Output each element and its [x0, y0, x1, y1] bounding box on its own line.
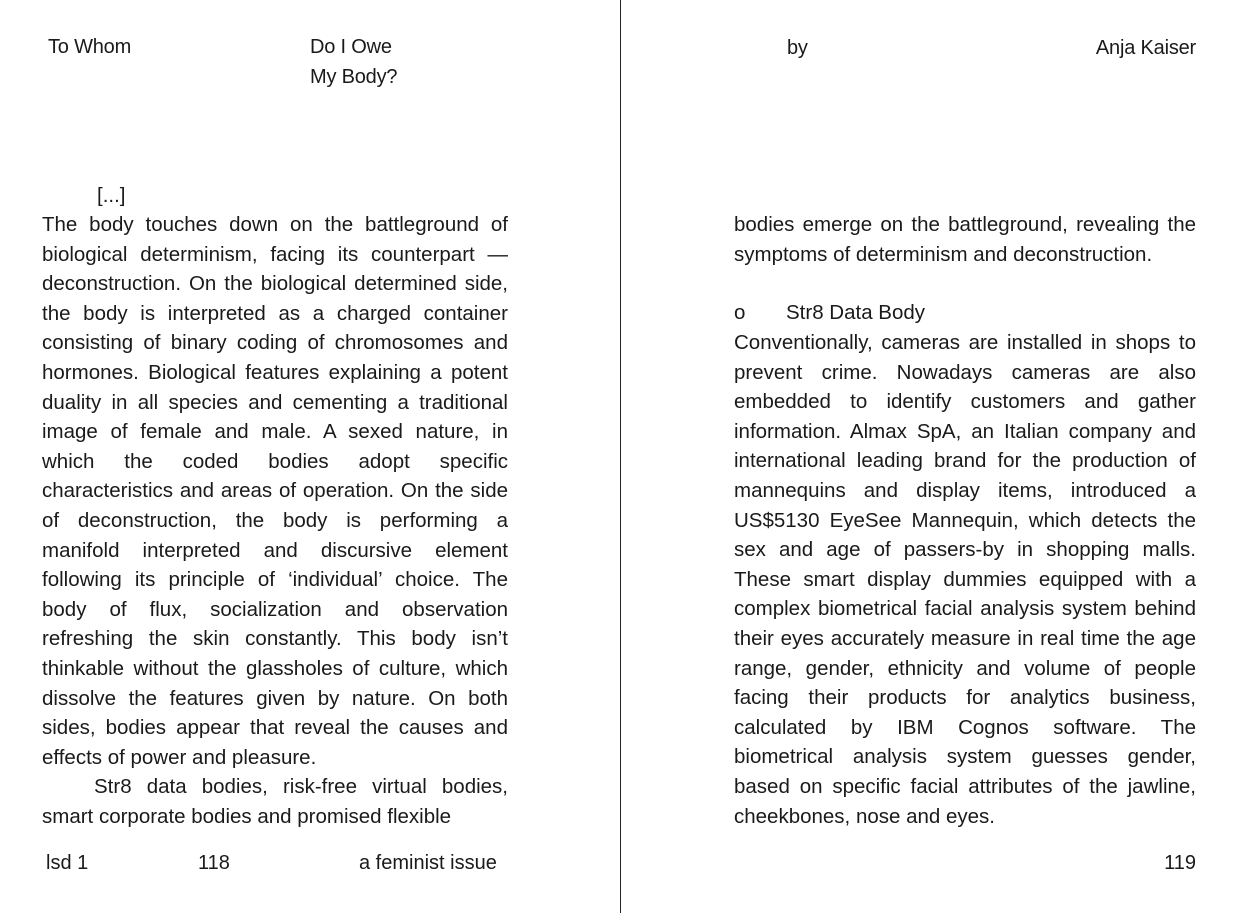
section-heading: [734, 298, 925, 328]
section-marker: o: [734, 301, 746, 324]
running-head-author: Anja Kaiser: [1095, 37, 1196, 59]
right-body-text: [734, 328, 1196, 831]
omission-marker: [...]: [97, 184, 126, 207]
section-paragraph: Conventionally, cameras are installed in shops to prevent crime. Nowadays cameras are also embedded to identify customers and gather information. Almax SpA, an Italian company and international leading brand for the production of mannequins and display items, introduced a US$5130 EyeSee Mannequin, which detects the sex and age of passers-by in shopping malls. These smart display dummies equipped with a complex biometrical facial analysis system behind their eyes accurately measure in real time the age range, gender, ethnicity and volume of people facing their products for analytics business, calculated by IBM Cognos software. The biometrical analysis system guesses gender, based on specific facial attributes of the jawline, cheekbones, nose and eyes.: [734, 331, 1196, 828]
continuation-paragraph: bodies emerge on the battleground, revealing the symptoms of determinism and deconstruction.: [734, 213, 1196, 266]
body-paragraph-1: The body touches down on the battleground of biological determinism, facing its counterpart — deconstruction. On the biological determined side, the body is interpreted as a charged container consisting of binary coding of chromosomes and hormones. Biological features explaining a potent duality in all species and cementing a traditional image of female and male. A sexed nature, in which the coded bodies adopt specific characteristics and areas of operation. On the side of deconstruction, the body is performing a manifold interpreted and discursive element following its principle of ‘individual’ choice. The body of flux, socialization and observation refreshing the skin constantly. This body isn’t thinkable without the glassholes of culture, which dissolve the features given by nature. On both sides, bodies appear that reveal the causes and effects of power and pleasure.: [42, 213, 508, 769]
section-title: Str8 Data Body: [786, 301, 926, 324]
running-head-title-part2-line1: Do I Owe: [310, 36, 392, 58]
footer-page-number-right: 119: [1164, 852, 1196, 874]
footer-journal-name: lsd 1: [46, 852, 89, 874]
right-continuation-text: [734, 210, 1196, 269]
footer-issue-title: a feminist issue: [359, 852, 497, 874]
body-paragraph-2: Str8 data bodies, risk-free virtual bodies, smart corporate bodies and promised flexible: [42, 775, 508, 828]
running-head-title-part1: To Whom: [48, 36, 132, 58]
left-body-text: [42, 210, 508, 831]
right-page: [621, 0, 1240, 913]
running-head-by: by: [787, 37, 808, 59]
running-head-title-part2-line2: My Body?: [310, 66, 398, 88]
footer-page-number-left: 118: [198, 852, 230, 874]
